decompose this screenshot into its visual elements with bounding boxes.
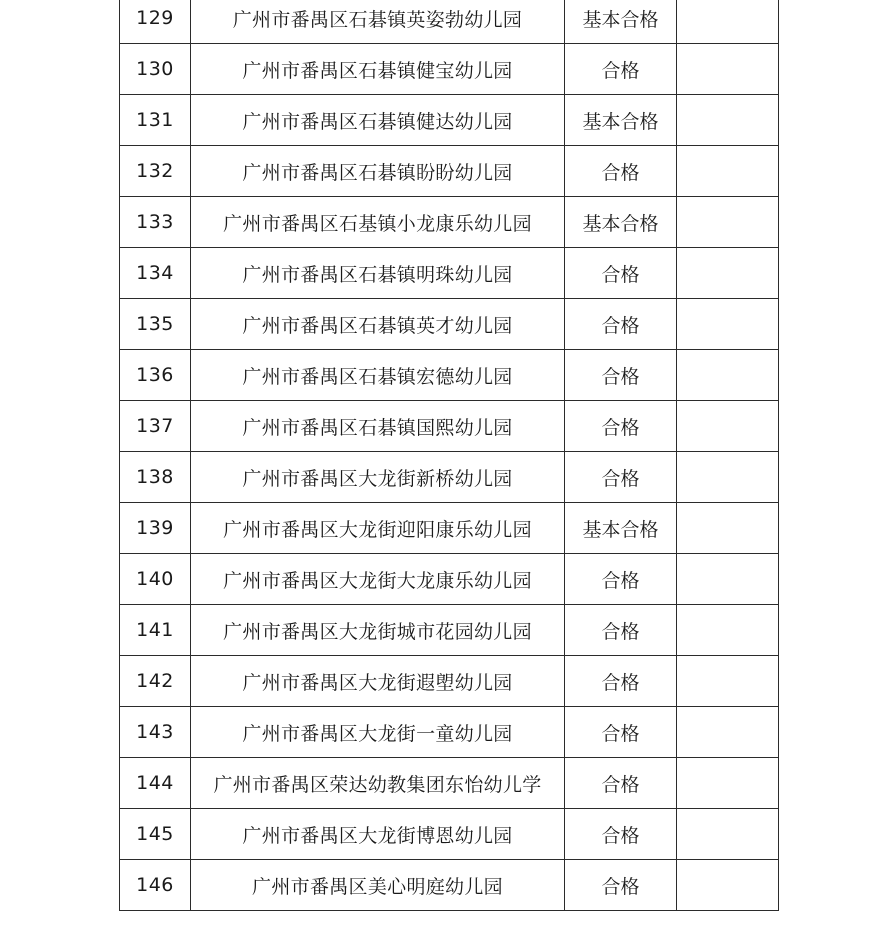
row-number-cell: 135 [120,299,191,350]
row-number-cell: 133 [120,197,191,248]
note-cell [677,350,779,401]
table-row [120,554,779,605]
kindergarten-name-cell: 广州市番禺区石碁镇健宝幼儿园 [191,44,565,95]
note-cell [677,299,779,350]
note-cell [677,95,779,146]
result-cell: 基本合格 [565,197,677,248]
result-cell: 合格 [565,656,677,707]
table-row [120,0,779,44]
result-cell: 基本合格 [565,503,677,554]
kindergarten-name-cell: 广州市番禺区石碁镇健达幼儿园 [191,95,565,146]
table-row [120,401,779,452]
table-row [120,707,779,758]
note-cell [677,401,779,452]
result-cell: 合格 [565,707,677,758]
result-cell: 合格 [565,44,677,95]
note-cell [677,146,779,197]
note-cell [677,554,779,605]
note-cell [677,860,779,911]
table-row [120,44,779,95]
note-cell [677,44,779,95]
note-cell [677,809,779,860]
note-cell [677,605,779,656]
row-number-cell: 146 [120,860,191,911]
table-row [120,809,779,860]
row-number-cell: 144 [120,758,191,809]
kindergarten-name-cell: 广州市番禺区大龙街遐塱幼儿园 [191,656,565,707]
kindergarten-name-cell: 广州市番禺区石基镇小龙康乐幼儿园 [191,197,565,248]
row-number-cell: 136 [120,350,191,401]
table-row [120,197,779,248]
row-number-cell: 140 [120,554,191,605]
kindergarten-name-cell: 广州市番禺区石碁镇国熙幼儿园 [191,401,565,452]
kindergarten-name-cell: 广州市番禺区美心明庭幼儿园 [191,860,565,911]
row-number-cell: 138 [120,452,191,503]
note-cell [677,248,779,299]
kindergarten-name-cell: 广州市番禺区大龙街一童幼儿园 [191,707,565,758]
result-cell: 合格 [565,809,677,860]
table-row [120,860,779,911]
kindergarten-results-table [119,0,779,911]
result-cell: 合格 [565,299,677,350]
result-cell: 合格 [565,554,677,605]
table-row [120,605,779,656]
table-row [120,146,779,197]
kindergarten-name-cell: 广州市番禺区石碁镇宏德幼儿园 [191,350,565,401]
row-number-cell: 129 [120,0,191,44]
result-cell: 合格 [565,146,677,197]
result-cell: 基本合格 [565,0,677,44]
result-cell: 合格 [565,248,677,299]
row-number-cell: 141 [120,605,191,656]
result-cell: 合格 [565,758,677,809]
kindergarten-name-cell: 广州市番禺区石碁镇盼盼幼儿园 [191,146,565,197]
row-number-cell: 134 [120,248,191,299]
note-cell [677,452,779,503]
result-cell: 合格 [565,350,677,401]
table-row [120,299,779,350]
kindergarten-name-cell: 广州市番禺区大龙街迎阳康乐幼儿园 [191,503,565,554]
note-cell [677,656,779,707]
note-cell [677,758,779,809]
row-number-cell: 145 [120,809,191,860]
kindergarten-name-cell: 广州市番禺区大龙街博恩幼儿园 [191,809,565,860]
kindergarten-name-cell: 广州市番禺区大龙街城市花园幼儿园 [191,605,565,656]
row-number-cell: 130 [120,44,191,95]
result-cell: 合格 [565,605,677,656]
table-row [120,350,779,401]
table-row [120,95,779,146]
row-number-cell: 143 [120,707,191,758]
note-cell [677,197,779,248]
kindergarten-name-cell: 广州市番禺区石碁镇明珠幼儿园 [191,248,565,299]
note-cell [677,0,779,44]
table-row [120,758,779,809]
table-row [120,452,779,503]
result-cell: 基本合格 [565,95,677,146]
note-cell [677,707,779,758]
kindergarten-name-cell: 广州市番禺区石碁镇英才幼儿园 [191,299,565,350]
row-number-cell: 137 [120,401,191,452]
kindergarten-name-cell: 广州市番禺区石碁镇英姿勃幼儿园 [191,0,565,44]
row-number-cell: 131 [120,95,191,146]
table-body [120,0,779,911]
kindergarten-name-cell: 广州市番禺区大龙街新桥幼儿园 [191,452,565,503]
row-number-cell: 139 [120,503,191,554]
row-number-cell: 132 [120,146,191,197]
result-cell: 合格 [565,401,677,452]
result-cell: 合格 [565,452,677,503]
table-row [120,503,779,554]
kindergarten-name-cell: 广州市番禺区大龙街大龙康乐幼儿园 [191,554,565,605]
kindergarten-name-cell: 广州市番禺区荣达幼教集团东怡幼儿学 [191,758,565,809]
result-cell: 合格 [565,860,677,911]
row-number-cell: 142 [120,656,191,707]
note-cell [677,503,779,554]
table-row [120,248,779,299]
table-row [120,656,779,707]
